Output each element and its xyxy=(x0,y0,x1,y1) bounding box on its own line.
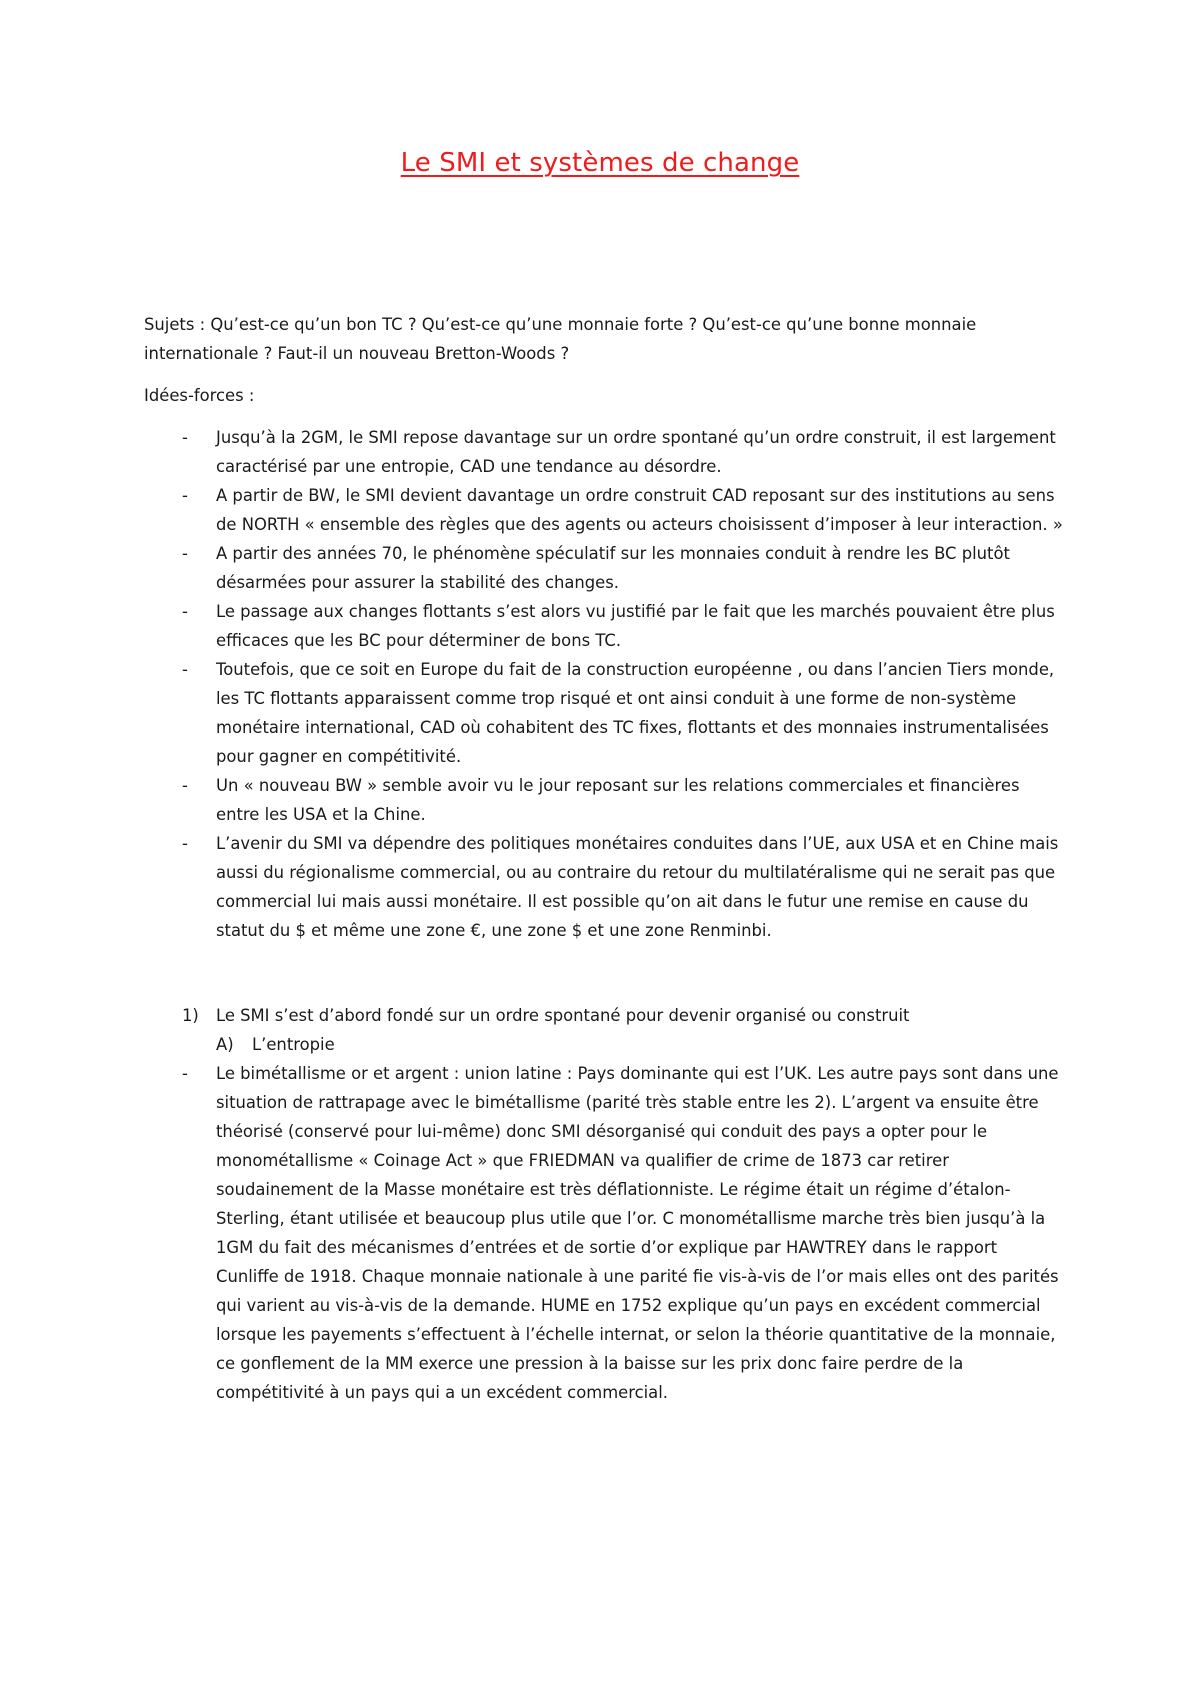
list-item-text: A partir des années 70, le phénomène spéculatif sur les monnaies conduit à rendre les BC plutôt désarmées pour assurer la stabilité des changes. xyxy=(216,544,1010,592)
list-item-text: A partir de BW, le SMI devient davantage un ordre construit CAD reposant sur des institutions au sens de NORTH « ensemble des règles que des agents ou acteurs choisissent d’imposer à leur interaction. » xyxy=(216,486,1063,534)
subsection-a-heading xyxy=(144,1030,1064,1059)
document-title: Le SMI et systèmes de change xyxy=(400,148,800,178)
subjects-paragraph: Sujets : Qu’est-ce qu’un bon TC ? Qu’est-ce qu’une monnaie forte ? Qu’est-ce qu’une bonne monnaie internationale ? Faut-il un nouveau Bretton-Woods ? xyxy=(144,315,977,363)
section-number: 1) xyxy=(182,1006,199,1025)
bullet-dash: - xyxy=(182,834,188,853)
list-item xyxy=(144,771,1064,829)
list-item-text: Le passage aux changes flottants s’est alors vu justifié par le fait que les marchés pouvaient être plus efficaces que les BC pour déterminer de bons TC. xyxy=(216,602,1055,650)
key-ideas-list xyxy=(144,423,1064,945)
list-item-text: L’avenir du SMI va dépendre des politiques monétaires conduites dans l’UE, aux USA et en Chine mais aussi du régionalisme commercial, ou au contraire du retour du multilatéralisme qui ne serait pas que commercial lui mais aussi monétaire. Il est possible qu’on ait dans le futur une remise en cause du statut du $ et même une zone €, une zone $ et une zone Renminbi. xyxy=(216,834,1059,940)
bullet-dash: - xyxy=(182,660,188,679)
subsection-heading-text: L’entropie xyxy=(252,1035,335,1054)
list-item-text: Jusqu’à la 2GM, le SMI repose davantage sur un ordre spontané qu’un ordre construit, il est largement caractérisé par une entropie, CAD une tendance au désordre. xyxy=(216,428,1056,476)
list-item-text: Un « nouveau BW » semble avoir vu le jour reposant sur les relations commerciales et financières entre les USA et la Chine. xyxy=(216,776,1020,824)
list-item xyxy=(144,481,1064,539)
bullet-dash: - xyxy=(182,776,188,795)
list-item xyxy=(144,423,1064,481)
subsection-letter: A) xyxy=(216,1035,234,1054)
list-item-text: Le bimétallisme or et argent : union latine : Pays dominante qui est l’UK. Les autre pays sont dans une situation de rattrapage avec le bimétallisme (parité très stable entre les 2). L’argent va ensuite être théorisé (conservé pour lui-même) donc SMI désorganisé qui conduit des pays a opter pour le monométallisme « Coinage Act » que FRIEDMAN va qualifier de crime de 1873 car retirer soudainement de la Masse monétaire est très déflationniste. Le régime était un régime d’étalon-Sterling, étant utilisée et beaucoup plus utile que l’or. C monométallisme marche très bien jusqu’à la 1GM du fait des mécanismes d’entrées et de sortie d’or explique par HAWTREY dans le rapport Cunliffe de 1918. Chaque monnaie nationale à une parité fie vis-à-vis de l’or mais elles ont des parités qui varient au vis-à-vis de la demande. HUME en 1752 explique qu’un pays en excédent commercial lorsque les payements s’effectuent à l’échelle internat, or selon la théorie quantitative de la monnaie, ce gonflement de la MM exerce une pression à la baisse sur les prix donc faire perdre de la compétitivité à un pays qui a un excédent commercial. xyxy=(216,1064,1059,1402)
bullet-dash: - xyxy=(182,544,188,563)
list-item xyxy=(144,829,1064,945)
bullet-dash: - xyxy=(182,602,188,621)
list-item xyxy=(144,597,1064,655)
bullet-dash: - xyxy=(182,1064,188,1083)
section-1-list xyxy=(144,1059,1064,1407)
bullet-dash: - xyxy=(182,486,188,505)
bullet-dash: - xyxy=(182,428,188,447)
document-body xyxy=(144,310,1064,1407)
section-1-heading xyxy=(144,1001,1064,1030)
list-item xyxy=(144,655,1064,771)
section-heading-text: Le SMI s’est d’abord fondé sur un ordre spontané pour devenir organisé ou construit xyxy=(216,1006,910,1025)
list-item xyxy=(144,539,1064,597)
list-item-text: Toutefois, que ce soit en Europe du fait de la construction européenne , ou dans l’ancien Tiers monde, les TC flottants apparaissent comme trop risqué et ont ainsi conduit à une forme de non-système monétaire international, CAD où cohabitent des TC fixes, flottants et des monnaies instrumentalisées pour gagner en compétitivité. xyxy=(216,660,1055,766)
list-item xyxy=(144,1059,1064,1407)
key-ideas-label: Idées-forces : xyxy=(144,386,255,405)
